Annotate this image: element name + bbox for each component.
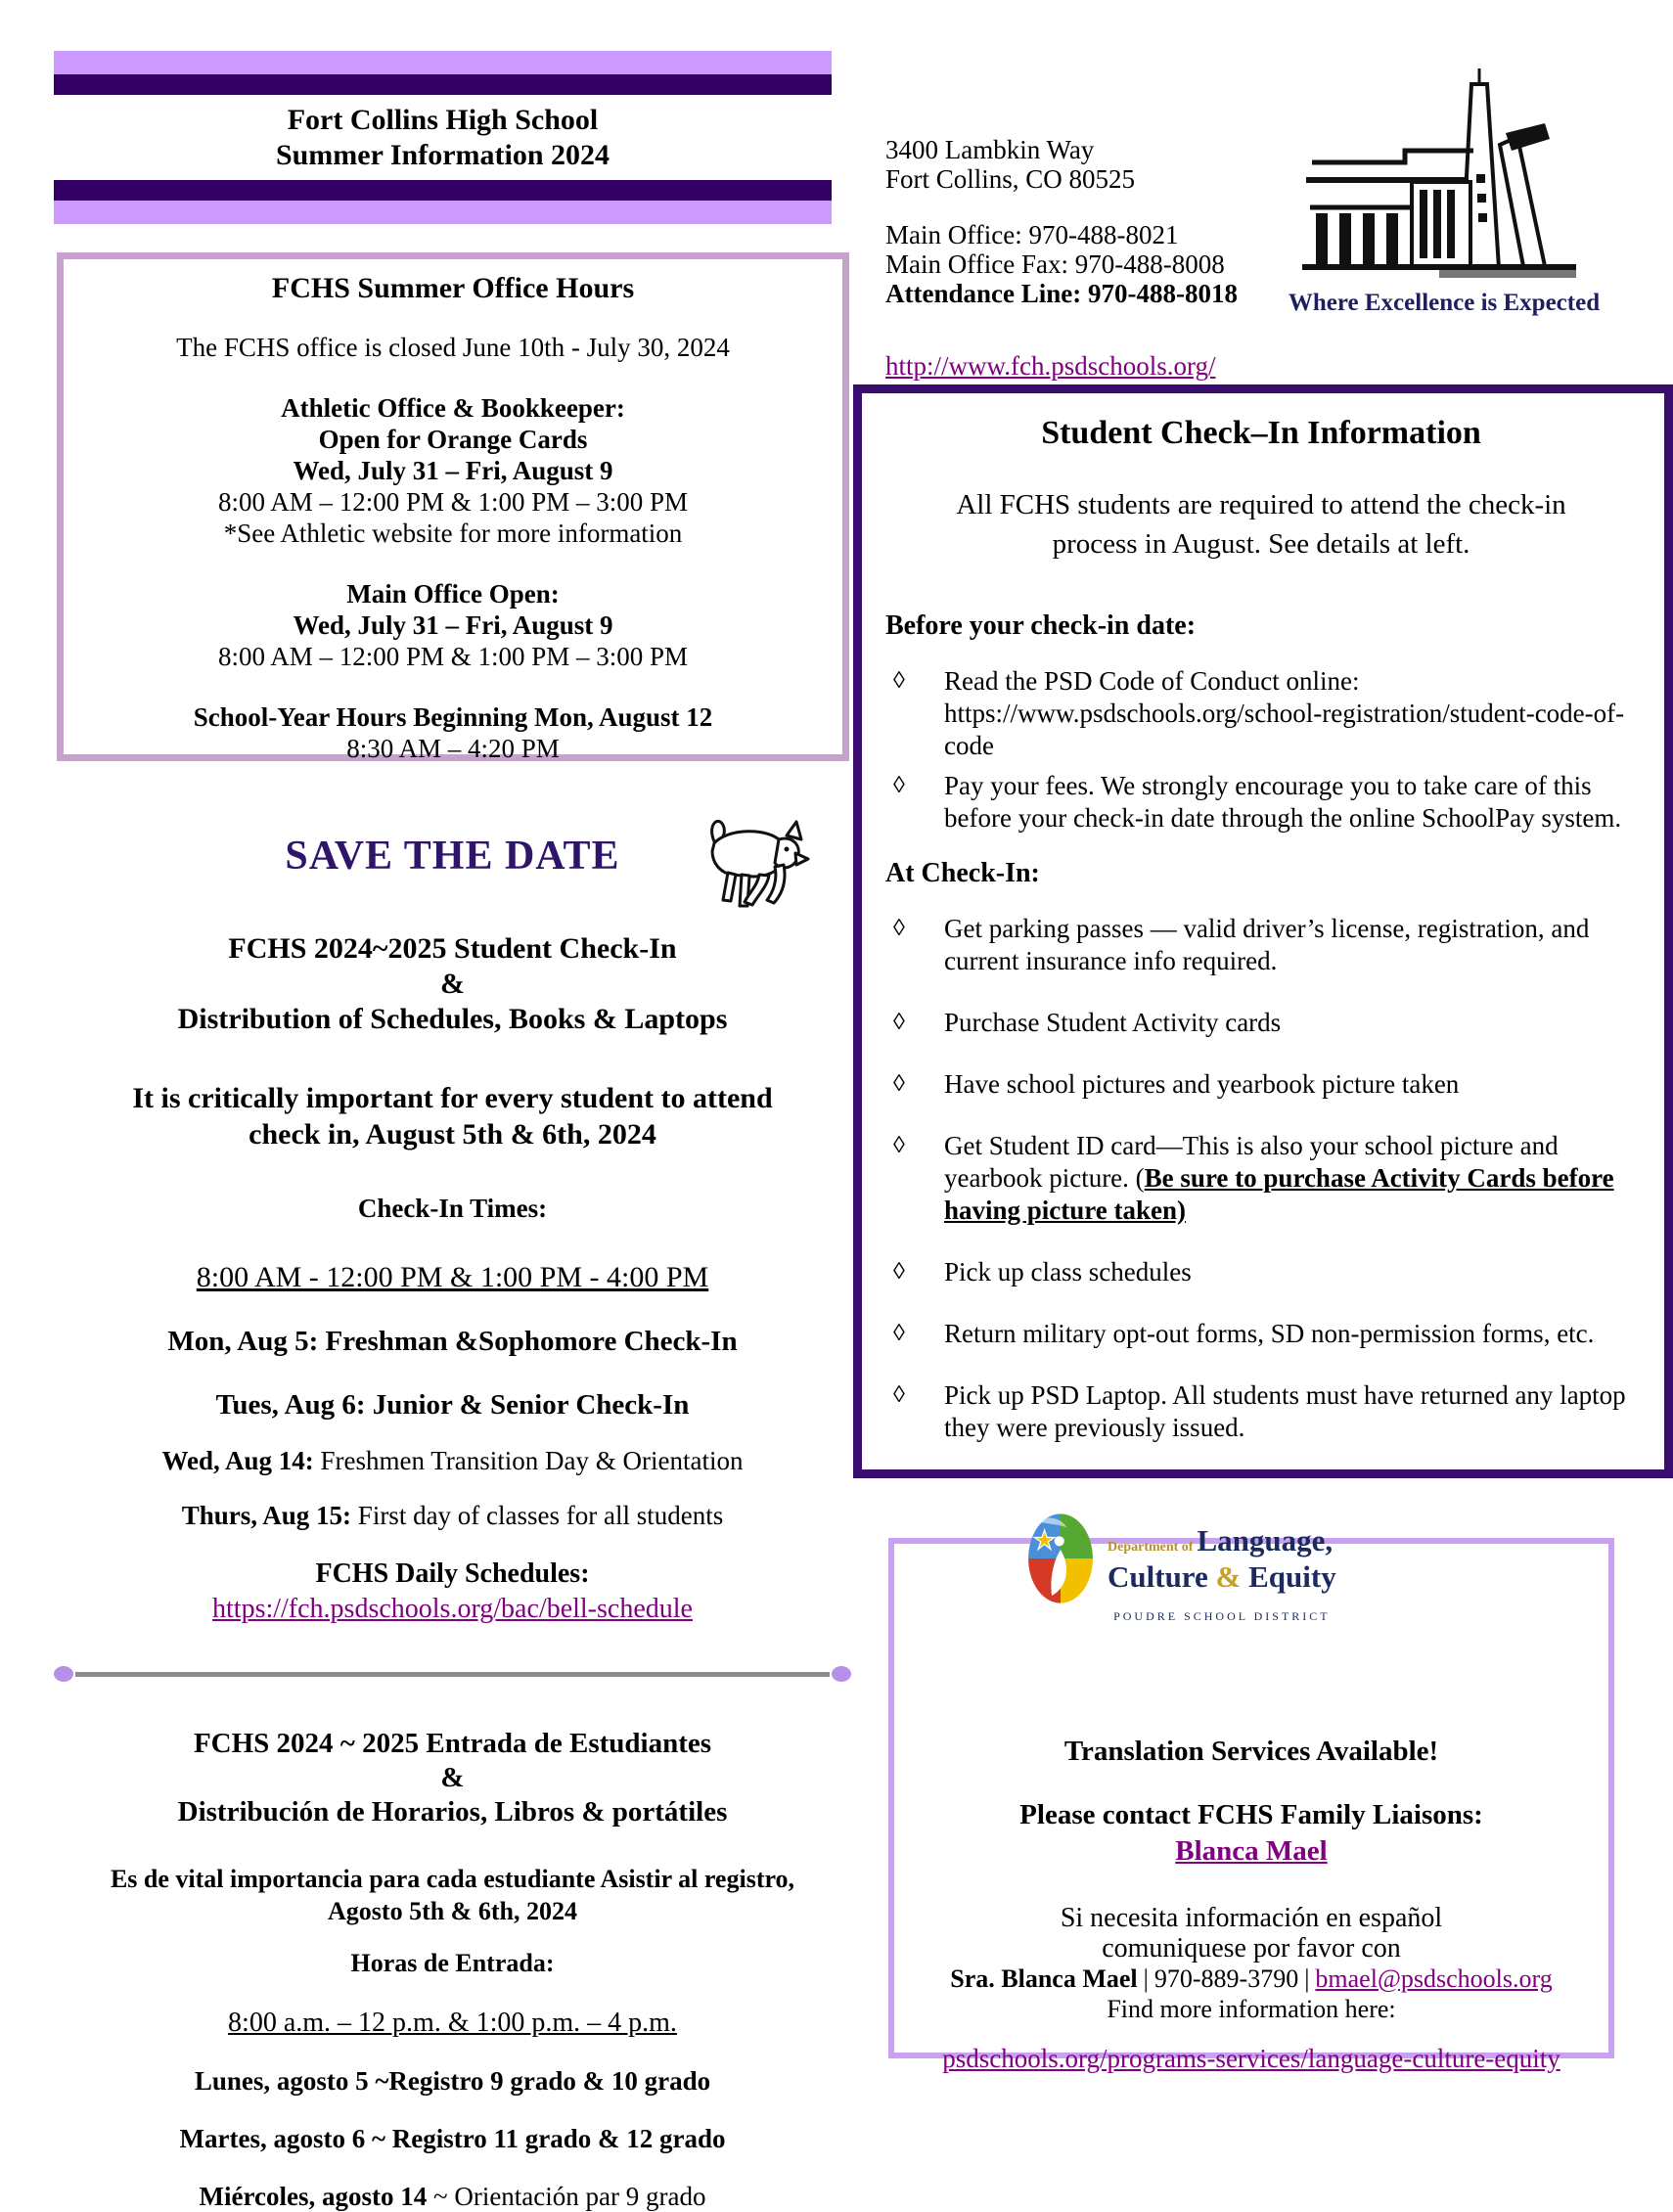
more-info-label: Find more information here: [1107, 1995, 1396, 2023]
lce-logo-text [1108, 1501, 1336, 1631]
athletic-office-dates: Wed, July 31 – Fri, August 9 [293, 456, 613, 485]
checkin-intro-line-1: All FCHS students are required to attend the check-in [956, 489, 1566, 520]
diamond-bullet-icon: ◊ [893, 1259, 905, 1285]
spanish-importance-1: Es de vital importancia para cada estudiante Asistir al registro, [110, 1865, 795, 1893]
checkin-times-label: Check-In Times: [357, 1194, 548, 1223]
diamond-bullet-icon: ◊ [893, 1010, 905, 1035]
importance-line-2: check in, August 5th & 6th, 2024 [249, 1118, 656, 1151]
schedule-line-tues [54, 1389, 851, 1422]
at-bullet-4: Get Student ID card—This is also your school picture and yearbook picture. ( [944, 1131, 1559, 1193]
liaison-name: Sra. Blanca Mael [950, 1964, 1138, 1993]
spanish-line-miercoles [54, 2182, 851, 2212]
diamond-bullet-icon: ◊ [893, 773, 905, 798]
schedule-line-wed-rest: Freshmen Transition Day & Orientation [313, 1446, 744, 1475]
spanish-line-lunes [54, 2066, 851, 2097]
list-item [885, 913, 1637, 977]
school-motto: Where Excellence is Expected [1288, 290, 1601, 316]
list-item [885, 1130, 1637, 1227]
banner-stripe-dark-top [54, 74, 832, 95]
at-bullet-5: Pick up class schedules [944, 1257, 1192, 1287]
lce-dept-label: Department of [1108, 1540, 1194, 1555]
checkin-intro [885, 485, 1637, 564]
spanish-ampersand: & [440, 1762, 465, 1793]
liaison-contact-line: Sra. Blanca Mael | 970-889-3790 | bmael@psdschools.org [950, 1964, 1553, 1993]
section-divider [54, 1666, 851, 1682]
checkin-intro-line-2: process in August. See details at left. [1052, 528, 1470, 560]
spanish-title-2: Distribución de Horarios, Libros & portátiles [177, 1796, 728, 1828]
list-item [885, 1256, 1637, 1288]
schedule-line-thurs [54, 1501, 851, 1531]
school-year-hours: 8:30 AM – 4:20 PM [346, 734, 560, 763]
header-banner [54, 51, 832, 224]
before-checkin-list [885, 665, 1637, 835]
schedule-line-mon-bold: Mon, Aug 5: Freshman &Sophomore Check-In [167, 1326, 738, 1357]
before-bullet-1: Read the PSD Code of Conduct online: https://www.psdschools.org/school-registration/student-code-of-code [944, 666, 1625, 760]
lce-district-label: POUDRE SCHOOL DISTRICT [1113, 1609, 1331, 1623]
at-bullet-3: Have school pictures and yearbook picture taken [944, 1069, 1460, 1099]
lce-equity-label: Equity [1241, 1559, 1336, 1594]
athletic-office-note: *See Athletic website for more information [223, 519, 683, 548]
student-checkin-box [853, 384, 1673, 1478]
office-hours-box [57, 252, 849, 761]
banner-stripe-dark-bottom [54, 180, 832, 201]
list-item [885, 770, 1637, 835]
athletic-office-title: Athletic Office & Bookkeeper: [281, 393, 625, 423]
office-closed-line: The FCHS office is closed June 10th - July 30, 2024 [176, 333, 730, 362]
school-year-hours-title: School-Year Hours Beginning Mon, August 12 [193, 702, 713, 732]
address-line-2: Fort Collins, CO 80525 [885, 164, 1136, 194]
schedule-line-wed [54, 1446, 851, 1476]
translation-title: Translation Services Available! [1063, 1736, 1439, 1767]
divider-dot-right [832, 1666, 851, 1682]
daily-schedules-label: FCHS Daily Schedules: [315, 1558, 590, 1589]
schedule-line-thurs-bold: Thurs, Aug 15: [181, 1501, 352, 1530]
liaison-email-link[interactable]: bmael@psdschools.org [1315, 1964, 1553, 1993]
main-office-fax: Main Office Fax: 970-488-8008 [885, 249, 1225, 279]
banner-stripe-light-bottom [54, 201, 832, 224]
contact-block [885, 135, 1238, 381]
event-title-2: Distribution of Schedules, Books & Laptops [177, 1003, 728, 1035]
list-item [885, 665, 1637, 762]
lce-ampersand: & [1215, 1559, 1242, 1594]
diamond-bullet-icon: ◊ [893, 1071, 905, 1097]
list-item [885, 1379, 1637, 1444]
at-bullet-7: Pick up PSD Laptop. All students must have returned any laptop they were previously issued. [944, 1380, 1626, 1442]
spanish-line-miercoles-rest: ~ Orientación par 9 grado [427, 2182, 706, 2211]
spanish-line-lunes-bold: Lunes, agosto 5 ~Registro 9 grado & 10 grado [194, 2066, 711, 2096]
diamond-bullet-icon: ◊ [893, 1321, 905, 1346]
event-title: FCHS 2024~2025 Student Check-In [228, 932, 677, 965]
main-office-hours: 8:00 AM – 12:00 PM & 1:00 PM – 3:00 PM [217, 642, 689, 671]
checkin-box-title: Student Check–In Information [1041, 415, 1481, 451]
at-bullet-1: Get parking passes — valid driver’s license, registration, and current insurance info required. [944, 914, 1590, 975]
banner-stripe-light-top [54, 51, 832, 74]
spanish-importance-2: Agosto 5th & 6th, 2024 [328, 1897, 577, 1925]
attendance-line: Attendance Line: 970-488-8018 [885, 279, 1238, 308]
schedule-line-tues-bold: Tues, Aug 6: Junior & Senior Check-In [215, 1389, 690, 1421]
main-office-dates: Wed, July 31 – Fri, August 9 [293, 610, 613, 640]
before-bullet-2: Pay your fees. We strongly encourage you to take care of this before your check-in date through the online SchoolPay system. [944, 771, 1622, 833]
bell-schedule-link[interactable]: https://fch.psdschools.org/bac/bell-schedule [212, 1594, 693, 1624]
diamond-bullet-icon: ◊ [893, 916, 905, 941]
schedule-line-mon [54, 1326, 851, 1358]
language-culture-equity-logo [1023, 1501, 1336, 1631]
page-subtitle: Summer Information 2024 [275, 139, 610, 171]
diamond-bullet-icon: ◊ [893, 668, 905, 694]
at-checkin-label: At Check-In: [885, 858, 1040, 888]
spanish-line-miercoles-bold: Miércoles, agosto 14 [199, 2182, 428, 2211]
spanish-times: 8:00 a.m. – 12 p.m. & 1:00 p.m. – 4 p.m. [228, 2008, 677, 2038]
spanish-info-line-2: comuniquese por favor con [1102, 1933, 1401, 1964]
school-logo [1268, 65, 1620, 317]
spanish-info-line-1: Si necesita información en español [1060, 1903, 1443, 1933]
lce-info-link[interactable]: psdschools.org/programs-services/language-culture-equity [942, 2044, 1560, 2073]
office-hours-title: FCHS Summer Office Hours [271, 272, 635, 304]
main-office-phone: Main Office: 970-488-8021 [885, 220, 1179, 249]
list-item [885, 1318, 1637, 1350]
spanish-line-martes-bold: Martes, agosto 6 ~ Registro 11 grado & 12 grado [179, 2124, 726, 2153]
liaison-phone: 970-889-3790 [1153, 1964, 1299, 1993]
lce-globe-icon [1023, 1501, 1098, 1616]
lce-language-label: Language, [1197, 1523, 1334, 1557]
address-line-1: 3400 Lambkin Way [885, 135, 1095, 164]
lce-culture-label: Culture [1108, 1559, 1216, 1594]
at-checkin-list [885, 913, 1637, 1444]
divider-dot-left [54, 1666, 73, 1682]
divider-line [75, 1672, 830, 1677]
schedule-line-thurs-rest: First day of classes for all students [351, 1501, 724, 1530]
importance-line-1: It is critically important for every student to attend [132, 1082, 773, 1114]
diamond-bullet-icon: ◊ [893, 1133, 905, 1158]
at-bullet-6: Return military opt-out forms, SD non-permission forms, etc. [944, 1319, 1595, 1348]
athletic-office-sub: Open for Orange Cards [318, 425, 588, 454]
translation-contact-label: Please contact FCHS Family Liaisons: [1019, 1799, 1483, 1830]
building-illustration [1283, 65, 1605, 290]
diamond-bullet-icon: ◊ [893, 1382, 905, 1408]
spanish-hours-label: Horas de Entrada: [350, 1949, 555, 1977]
left-column [54, 834, 851, 2212]
school-website-link[interactable]: http://www.fch.psdschools.org/ [885, 351, 1216, 381]
athletic-office-hours: 8:00 AM – 12:00 PM & 1:00 PM – 3:00 PM [217, 487, 689, 517]
at-bullet-4-emphasis: Be sure to purchase Activity Cards before having picture taken) [944, 1163, 1614, 1225]
checkin-times: 8:00 AM - 12:00 PM & 1:00 PM - 4:00 PM [196, 1261, 709, 1293]
event-ampersand: & [440, 968, 465, 1000]
spanish-line-martes [54, 2124, 851, 2154]
liaison-link[interactable]: Blanca Mael [1175, 1835, 1328, 1867]
list-item [885, 1068, 1637, 1101]
schedule-line-wed-bold: Wed, Aug 14: [161, 1446, 314, 1475]
main-office-title: Main Office Open: [346, 579, 560, 609]
save-the-date-heading: SAVE THE DATE [285, 834, 620, 879]
at-bullet-2: Purchase Student Activity cards [944, 1008, 1282, 1037]
list-item [885, 1007, 1637, 1039]
page-title: Fort Collins High School [287, 104, 599, 136]
before-checkin-label: Before your check-in date: [885, 610, 1197, 641]
spanish-title: FCHS 2024 ~ 2025 Entrada de Estudiantes [193, 1728, 712, 1759]
